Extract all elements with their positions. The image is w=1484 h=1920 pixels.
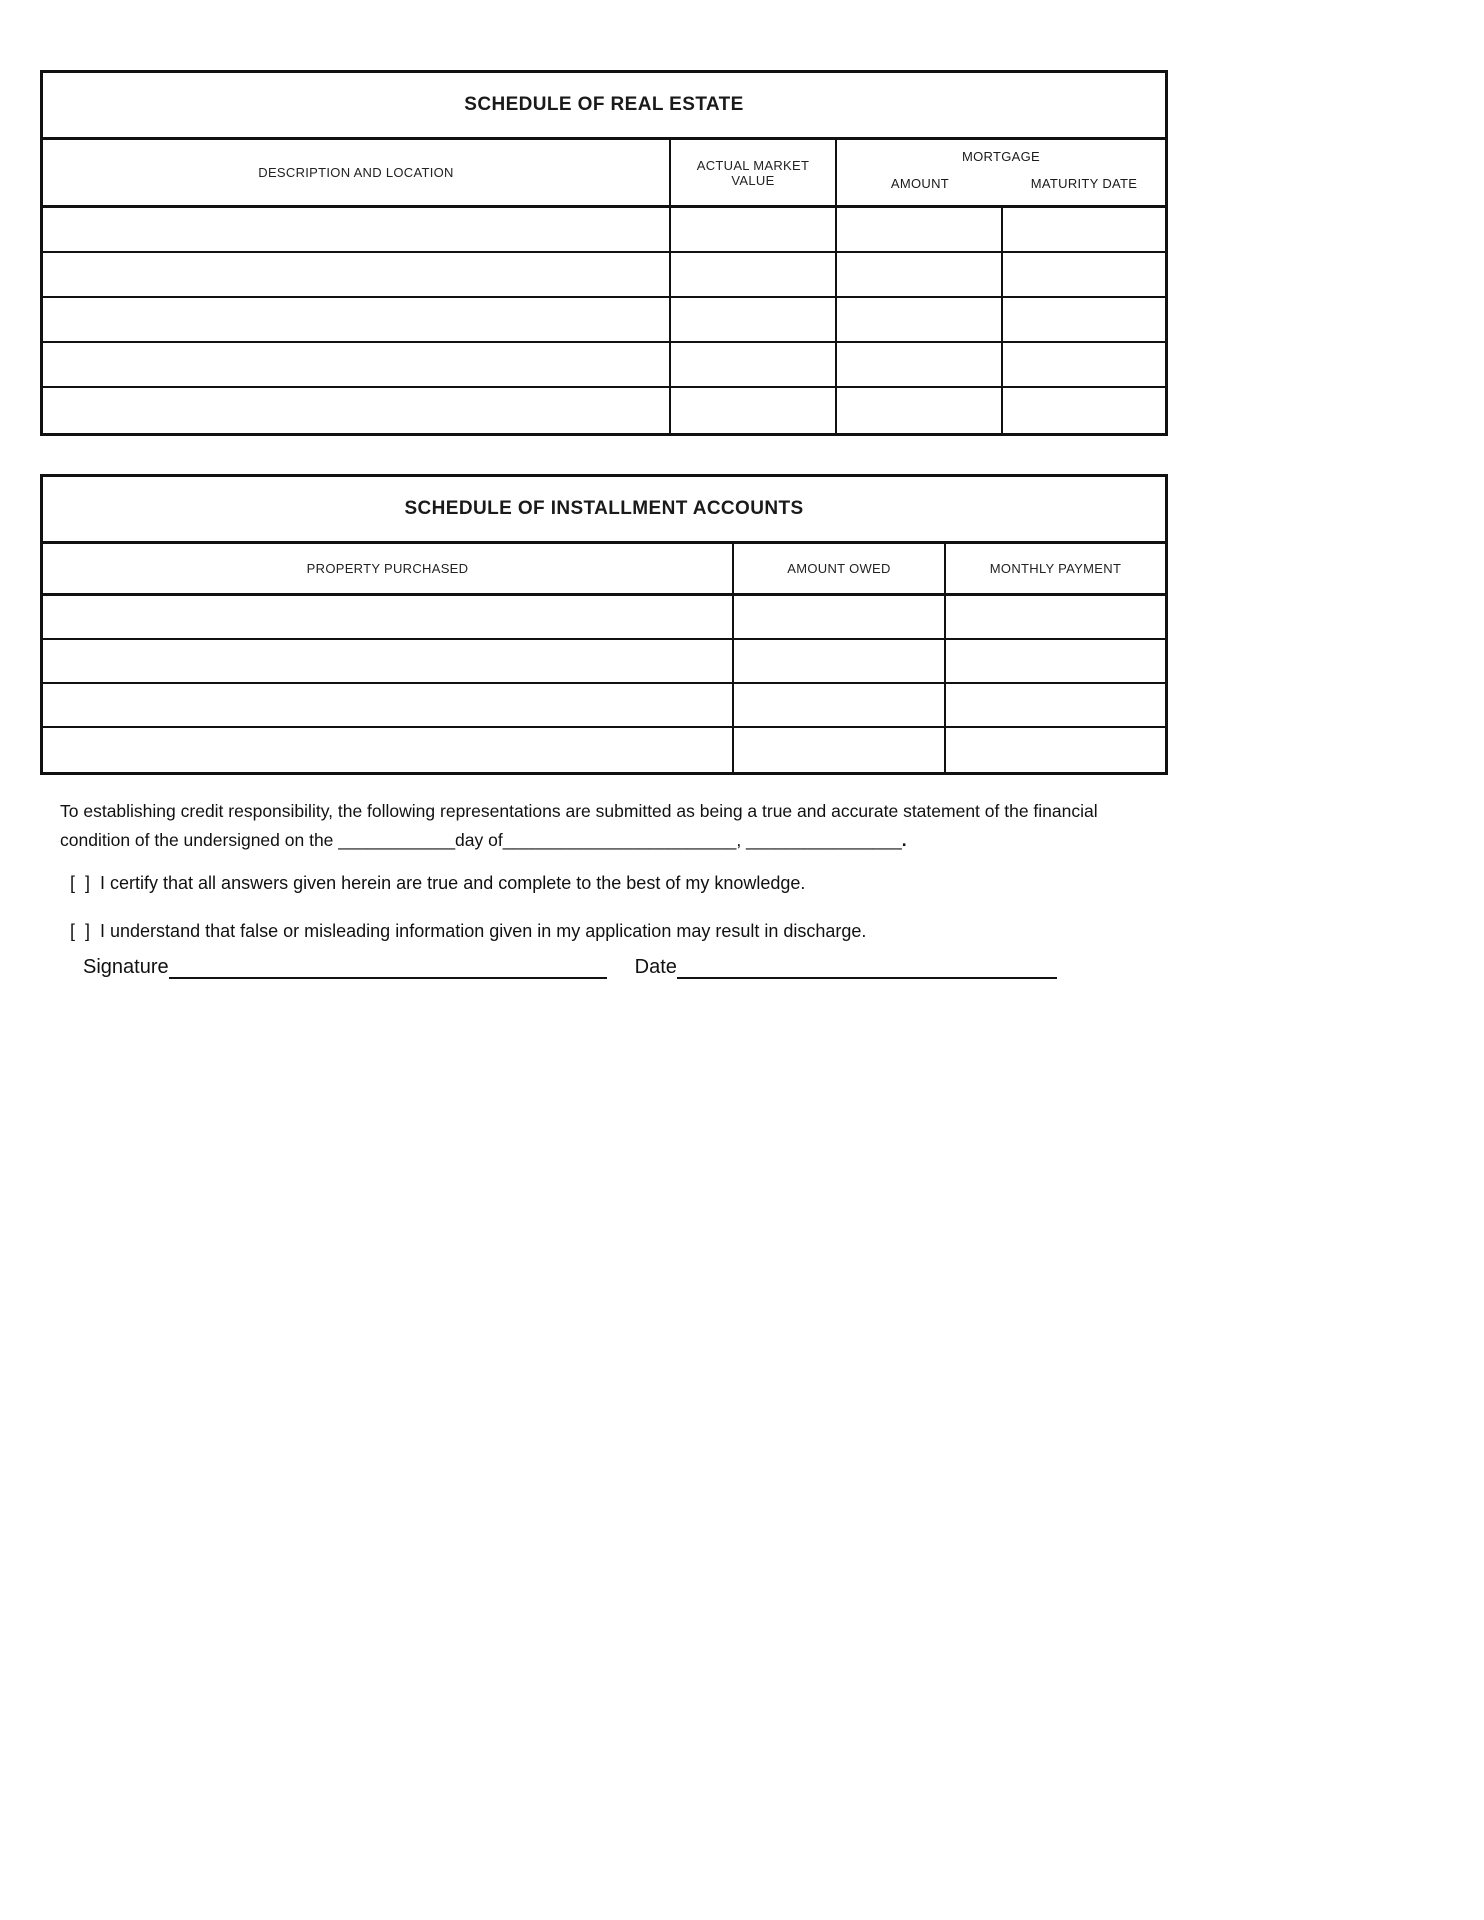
signature-date-row (83, 955, 1057, 979)
cell-description[interactable] (43, 298, 671, 341)
cell-amount-owed[interactable] (734, 596, 946, 638)
cell-maturity-date[interactable] (1003, 298, 1165, 341)
real-estate-row (43, 388, 1165, 433)
cell-mortgage-amount[interactable] (837, 388, 1003, 433)
installment-accounts-table (40, 474, 1168, 775)
real-estate-table (40, 70, 1168, 436)
cell-description[interactable] (43, 253, 671, 296)
cell-monthly-payment[interactable] (946, 596, 1165, 638)
header-mortgage-group (837, 140, 1165, 205)
real-estate-row (43, 298, 1165, 343)
real-estate-row (43, 343, 1165, 388)
cell-mortgage-amount[interactable] (837, 253, 1003, 296)
header-description-location: DESCRIPTION AND LOCATION (43, 140, 671, 205)
installment-row (43, 640, 1165, 684)
cell-mortgage-amount[interactable] (837, 298, 1003, 341)
cell-market-value[interactable] (671, 298, 837, 341)
cell-description[interactable] (43, 343, 671, 386)
header-actual-market-value: ACTUAL MARKET VALUE (671, 140, 837, 205)
understand-checkbox[interactable]: [ ] (70, 921, 91, 941)
cell-market-value[interactable] (671, 253, 837, 296)
header-mortgage: MORTGAGE (961, 148, 1040, 164)
installment-row (43, 596, 1165, 640)
cell-market-value[interactable] (671, 343, 837, 386)
real-estate-header-row (43, 140, 1165, 208)
cell-description[interactable] (43, 388, 671, 433)
installment-row (43, 684, 1165, 728)
certify-checkbox[interactable]: [ ] (70, 873, 91, 893)
certify-line (70, 873, 1130, 894)
understand-line (70, 921, 1130, 942)
certification-statement-text: To establishing credit responsibility, the following representations are submitted as being a true and accurate statement of the financial condition of the undersigned on the ____________day of________________________, ________________ (60, 801, 1098, 850)
cell-amount-owed[interactable] (734, 728, 946, 772)
cell-property-purchased[interactable] (43, 684, 734, 726)
date-label: Date (634, 956, 677, 978)
installment-row (43, 728, 1165, 772)
cell-amount-owed[interactable] (734, 640, 946, 682)
certification-statement-period: . (901, 830, 907, 850)
cell-mortgage-amount[interactable] (837, 208, 1003, 251)
cell-maturity-date[interactable] (1003, 208, 1165, 251)
cell-monthly-payment[interactable] (946, 684, 1165, 726)
cell-property-purchased[interactable] (43, 640, 734, 682)
cell-market-value[interactable] (671, 208, 837, 251)
installment-header-row (43, 544, 1165, 596)
cell-mortgage-amount[interactable] (837, 343, 1003, 386)
signature-label: Signature (83, 956, 169, 978)
signature-input-line[interactable] (169, 955, 607, 979)
real-estate-row (43, 253, 1165, 298)
certification-statement (60, 797, 1138, 855)
cell-description[interactable] (43, 208, 671, 251)
date-input-line[interactable] (677, 955, 1057, 979)
cell-maturity-date[interactable] (1003, 343, 1165, 386)
cell-amount-owed[interactable] (734, 684, 946, 726)
cell-monthly-payment[interactable] (946, 728, 1165, 772)
real-estate-title: SCHEDULE OF REAL ESTATE (43, 73, 1165, 140)
header-maturity-date: MATURITY DATE (1030, 176, 1138, 191)
certify-label: I certify that all answers given herein are true and complete to the best of my knowledge. (100, 873, 806, 893)
header-monthly-payment: MONTHLY PAYMENT (989, 561, 1122, 576)
header-mortgage-amount: AMOUNT (890, 176, 950, 191)
cell-maturity-date[interactable] (1003, 388, 1165, 433)
cell-market-value[interactable] (671, 388, 837, 433)
real-estate-row (43, 208, 1165, 253)
cell-property-purchased[interactable] (43, 728, 734, 772)
installment-title: SCHEDULE OF INSTALLMENT ACCOUNTS (43, 477, 1165, 544)
header-property-purchased: PROPERTY PURCHASED (43, 544, 734, 593)
understand-label: I understand that false or misleading information given in my application may result in discharge. (100, 921, 867, 941)
cell-monthly-payment[interactable] (946, 640, 1165, 682)
header-amount-owed: AMOUNT OWED (734, 544, 946, 593)
cell-property-purchased[interactable] (43, 596, 734, 638)
cell-maturity-date[interactable] (1003, 253, 1165, 296)
